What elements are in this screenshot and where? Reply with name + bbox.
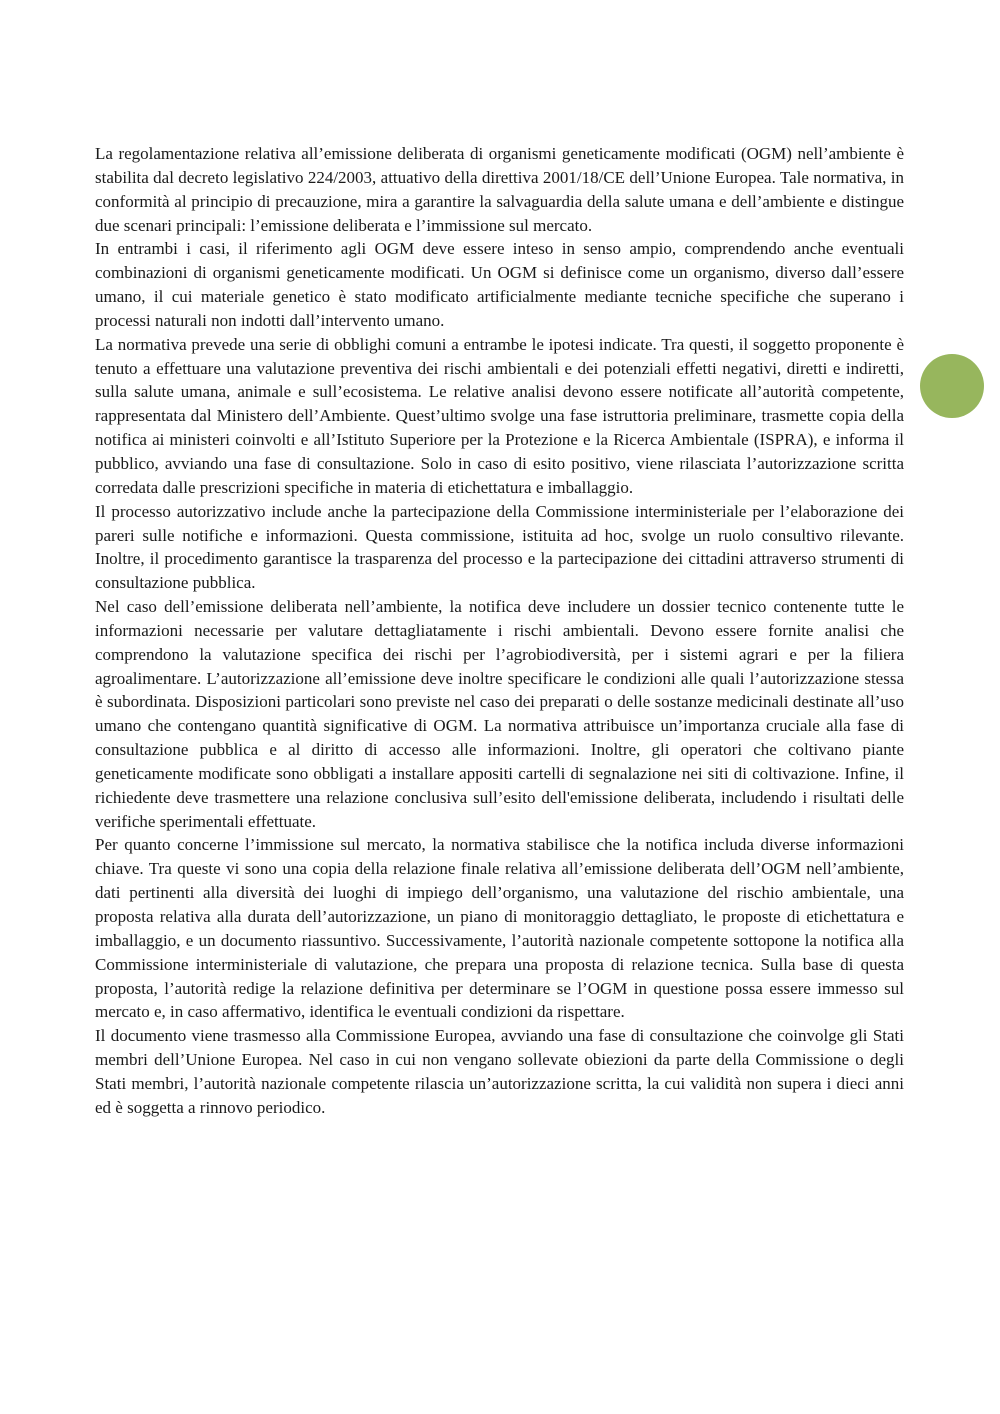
paragraph-4: Il processo autorizzativo include anche la partecipazione della Commissione interministeriale per l’elaborazione dei pareri sulle notifiche e informazioni. Questa commissione, istituita ad hoc, svolge un ruolo consultivo rilevante. Inoltre, il procedimento garantisce la trasparenza del processo e la partecipazione dei cittadini attraverso strumenti di consultazione pubblica. — [95, 501, 904, 593]
paragraph-7: Il documento viene trasmesso alla Commissione Europea, avviando una fase di consultazione che coinvolge gli Stati membri dell’Unione Europea. Nel caso in cui non vengano sollevate obiezioni da parte della Commissione o degli Stati membri, l’autorità nazionale competente rilascia un’autorizzazione scritta, la cui validità non supera i dieci anni ed è soggetta a rinnovo periodico. — [95, 1026, 904, 1117]
green-circle-marker — [920, 354, 984, 418]
paragraph-3: La normativa prevede una serie di obblighi comuni a entrambe le ipotesi indicate. Tra questi, il soggetto proponente è tenuto a effettuare una valutazione preventiva dei rischi ambientali e dei potenziali effetti negativi, diretti e indiretti, sulla salute umana, animale e sull’ecosistema. Le relative analisi devono essere notificate all’autorità competente, rappresentata dal Ministero dell’Ambiente. Quest’ultimo svolge una fase istruttoria preliminare, trasmette copia della notifica ai ministeri coinvolti e all’Istituto Superiore per la Protezione e la Ricerca Ambientale (ISPRA), e informa il pubblico, avviando una fase di consultazione. Solo in caso di esito positivo, viene rilasciata l’autorizzazione scritta corredata dalle prescrizioni specifiche in materia di etichettatura e imballaggio. — [95, 334, 904, 497]
paragraph-1: La regolamentazione relativa all’emissione deliberata di organismi geneticamente modificati (OGM) nell’ambiente è stabilita dal decreto legislativo 224/2003, attuativo della direttiva 2001/18/CE dell’Unione Europea. Tale normativa, in conformità al principio di precauzione, mira a garantire la salvaguardia della salute umana e dell’ambiente e distingue due scenari principali: l’emissione deliberata e l’immissione sul mercato. — [95, 144, 904, 235]
paragraph-2: In entrambi i casi, il riferimento agli OGM deve essere inteso in senso ampio, comprendendo anche eventuali combinazioni di organismi geneticamente modificati. Un OGM si definisce come un organismo, diverso dall’essere umano, il cui materiale genetico è stato modificato artificialmente mediante tecniche specifiche che superano i processi naturali non indotti dall’intervento umano. — [95, 239, 904, 330]
paragraph-6: Per quanto concerne l’immissione sul mercato, la normativa stabilisce che la notifica includa diverse informazioni chiave. Tra queste vi sono una copia della relazione finale relativa all’emissione deliberata dell’OGM nell’ambiente, dati pertinenti alla diversità dei luoghi di impiego dell’organismo, una valutazione del rischio ambientale, una proposta relativa alla durata dell’autorizzazione, un piano di monitoraggio dettagliato, le proposte di etichettatura e imballaggio, e un documento riassuntivo. Successivamente, l’autorità nazionale competente sottopone la notifica alla Commissione interministeriale di valutazione, che prepara una proposta di relazione tecnica. Sulla base di questa proposta, l’autorità redige la relazione definitiva per determinare se l’OGM in questione possa essere immesso sul mercato e, in caso affermativo, identifica le eventuali condizioni da rispettare. — [95, 835, 904, 1022]
paragraph-5: Nel caso dell’emissione deliberata nell’ambiente, la notifica deve includere un dossier tecnico contenente tutte le informazioni necessarie per valutare dettagliatamente i rischi ambientali. Devono essere fornite analisi che comprendono la valutazione specifica dei rischi per l’agrobiodiversità, per i sistemi agrari e per la filiera agroalimentare. L’autorizzazione all’emissione deve inoltre specificare le condizioni alle quali l’autorizzazione stessa è subordinata. Disposizioni particolari sono previste nel caso dei preparati o delle sostanze medicinali destinate all’uso umano che contengano quantità significative di OGM. La normativa attribuisce un’importanza cruciale alla fase di consultazione pubblica e al diritto di accesso alle informazioni. Inoltre, gli operatori che coltivano piante geneticamente modificate sono obbligati a installare appositi cartelli di segnalazione nei siti di coltivazione. Infine, il richiedente deve trasmettere una relazione conclusiva sull’esito dell'emissione deliberata, includendo i risultati delle verifiche sperimentali effettuate. — [95, 597, 904, 831]
body-text — [95, 142, 904, 1120]
